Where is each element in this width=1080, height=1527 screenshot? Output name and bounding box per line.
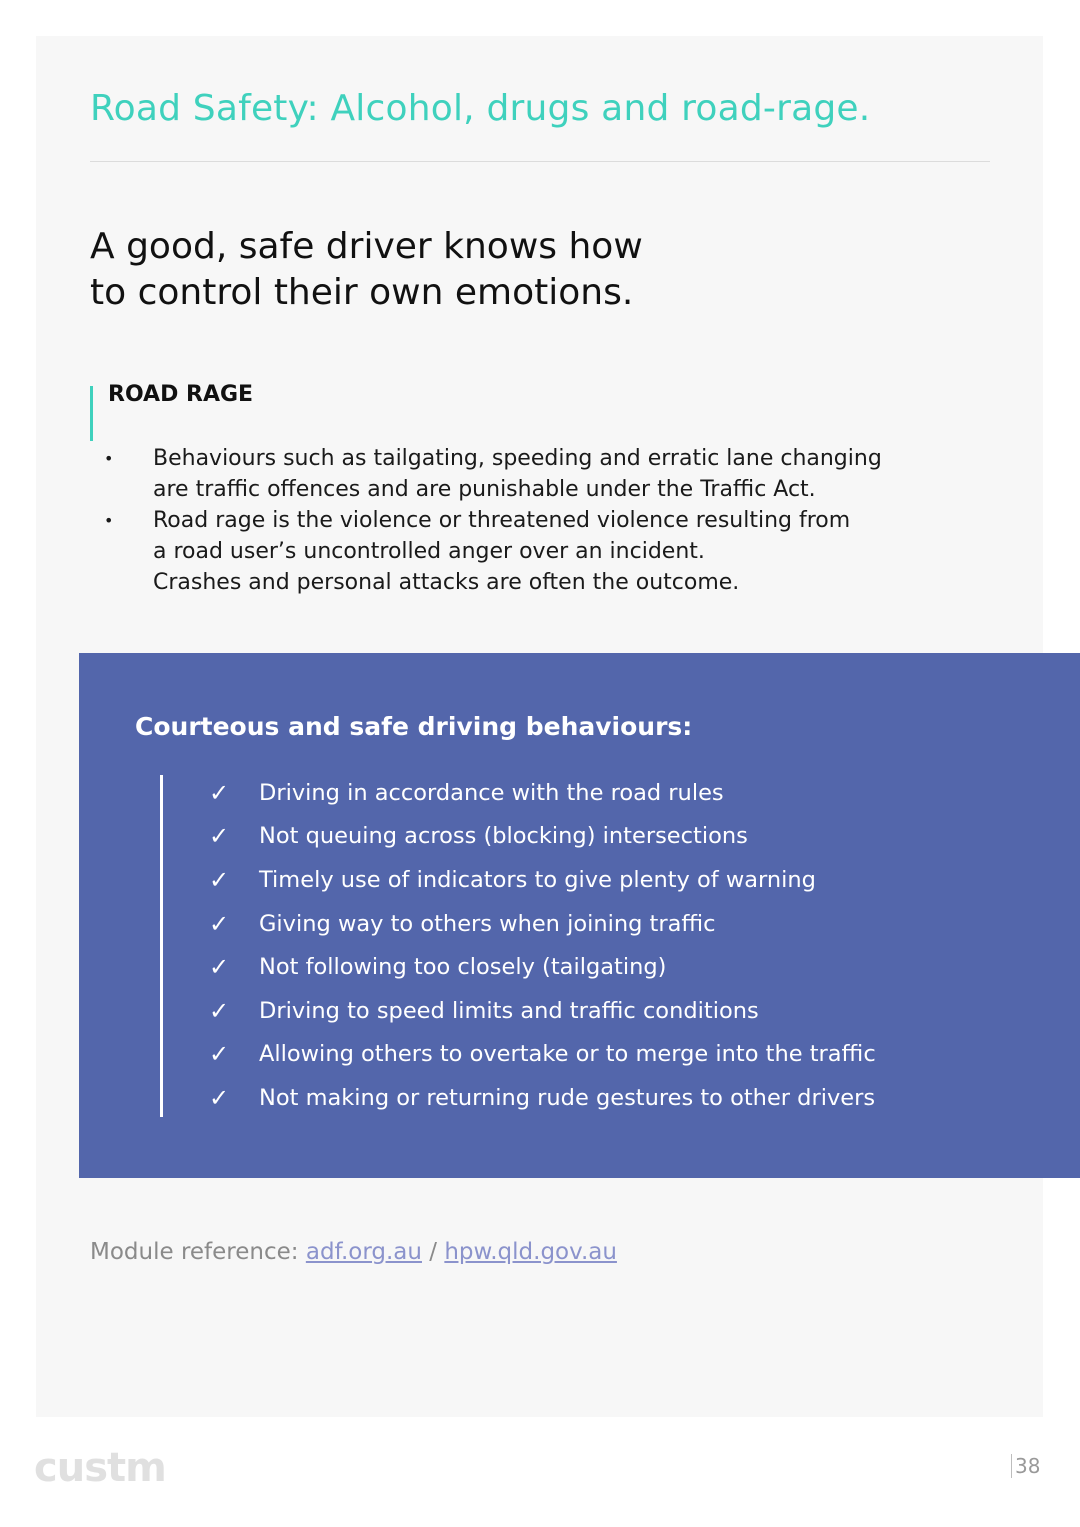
behaviour-text: Not following too closely (tailgating)	[259, 954, 667, 981]
section-accent-bar	[90, 386, 93, 441]
check-icon: ✓	[209, 909, 230, 938]
road-rage-bullet-list	[104, 443, 984, 598]
behaviour-text: Driving in accordance with the road rules	[259, 779, 724, 806]
module-reference	[90, 1239, 617, 1265]
bullet-line: are traffic offences and are punishable under the Traffic Act.	[153, 477, 816, 502]
behaviour-item	[209, 945, 876, 989]
reference-link-adf[interactable]: adf.org.au	[305, 1239, 422, 1265]
behaviour-text: Allowing others to overtake or to merge into the traffic	[259, 1041, 876, 1068]
check-icon: ✓	[209, 1040, 230, 1069]
page-number: 38	[1011, 1454, 1040, 1478]
behaviour-item	[209, 815, 876, 859]
title-divider	[90, 161, 990, 162]
behaviours-heading: Courteous and safe driving behaviours:	[135, 712, 693, 741]
bullet-line: a road user’s uncontrolled anger over an incident.	[153, 539, 705, 564]
check-icon: ✓	[209, 778, 230, 807]
bullet-item	[104, 443, 984, 505]
check-icon: ✓	[209, 996, 230, 1025]
behaviours-divider	[160, 775, 163, 1117]
bullet-line: Crashes and personal attacks are often the outcome.	[153, 570, 740, 595]
reference-link-hpw[interactable]: hpw.qld.gov.au	[444, 1239, 617, 1265]
bullet-icon: •	[104, 449, 114, 468]
headline-line: A good, safe driver knows how	[90, 226, 643, 267]
behaviour-text: Driving to speed limits and traffic conditions	[259, 997, 759, 1024]
behaviour-text: Not making or returning rude gestures to other drivers	[259, 1084, 876, 1111]
behaviour-item	[209, 1033, 876, 1077]
behaviour-item	[209, 989, 876, 1033]
custm-logo: custm	[34, 1445, 166, 1491]
road-rage-heading: ROAD RAGE	[108, 382, 254, 407]
behaviours-list	[209, 771, 876, 1120]
behaviour-text: Giving way to others when joining traffic	[259, 910, 716, 937]
reference-separator: /	[429, 1239, 438, 1265]
behaviour-item	[209, 902, 876, 946]
reference-label: Module reference:	[90, 1239, 299, 1265]
bullet-line: Behaviours such as tailgating, speeding and erratic lane changing	[153, 446, 882, 471]
behaviours-panel	[79, 653, 1080, 1178]
behaviour-text: Timely use of indicators to give plenty of warning	[259, 866, 816, 893]
headline	[90, 224, 643, 316]
behaviour-item	[209, 771, 876, 815]
behaviour-text: Not queuing across (blocking) intersections	[259, 823, 748, 850]
page-title: Road Safety: Alcohol, drugs and road-rage.	[90, 88, 871, 129]
check-icon: ✓	[209, 865, 230, 894]
bullet-line: Road rage is the violence or threatened violence resulting from	[153, 508, 851, 533]
behaviour-item	[209, 858, 876, 902]
check-icon: ✓	[209, 822, 230, 851]
bullet-item	[104, 505, 984, 598]
bullet-icon: •	[104, 511, 114, 530]
behaviour-item	[209, 1076, 876, 1120]
check-icon: ✓	[209, 1083, 230, 1112]
headline-line: to control their own emotions.	[90, 272, 634, 313]
check-icon: ✓	[209, 953, 230, 982]
